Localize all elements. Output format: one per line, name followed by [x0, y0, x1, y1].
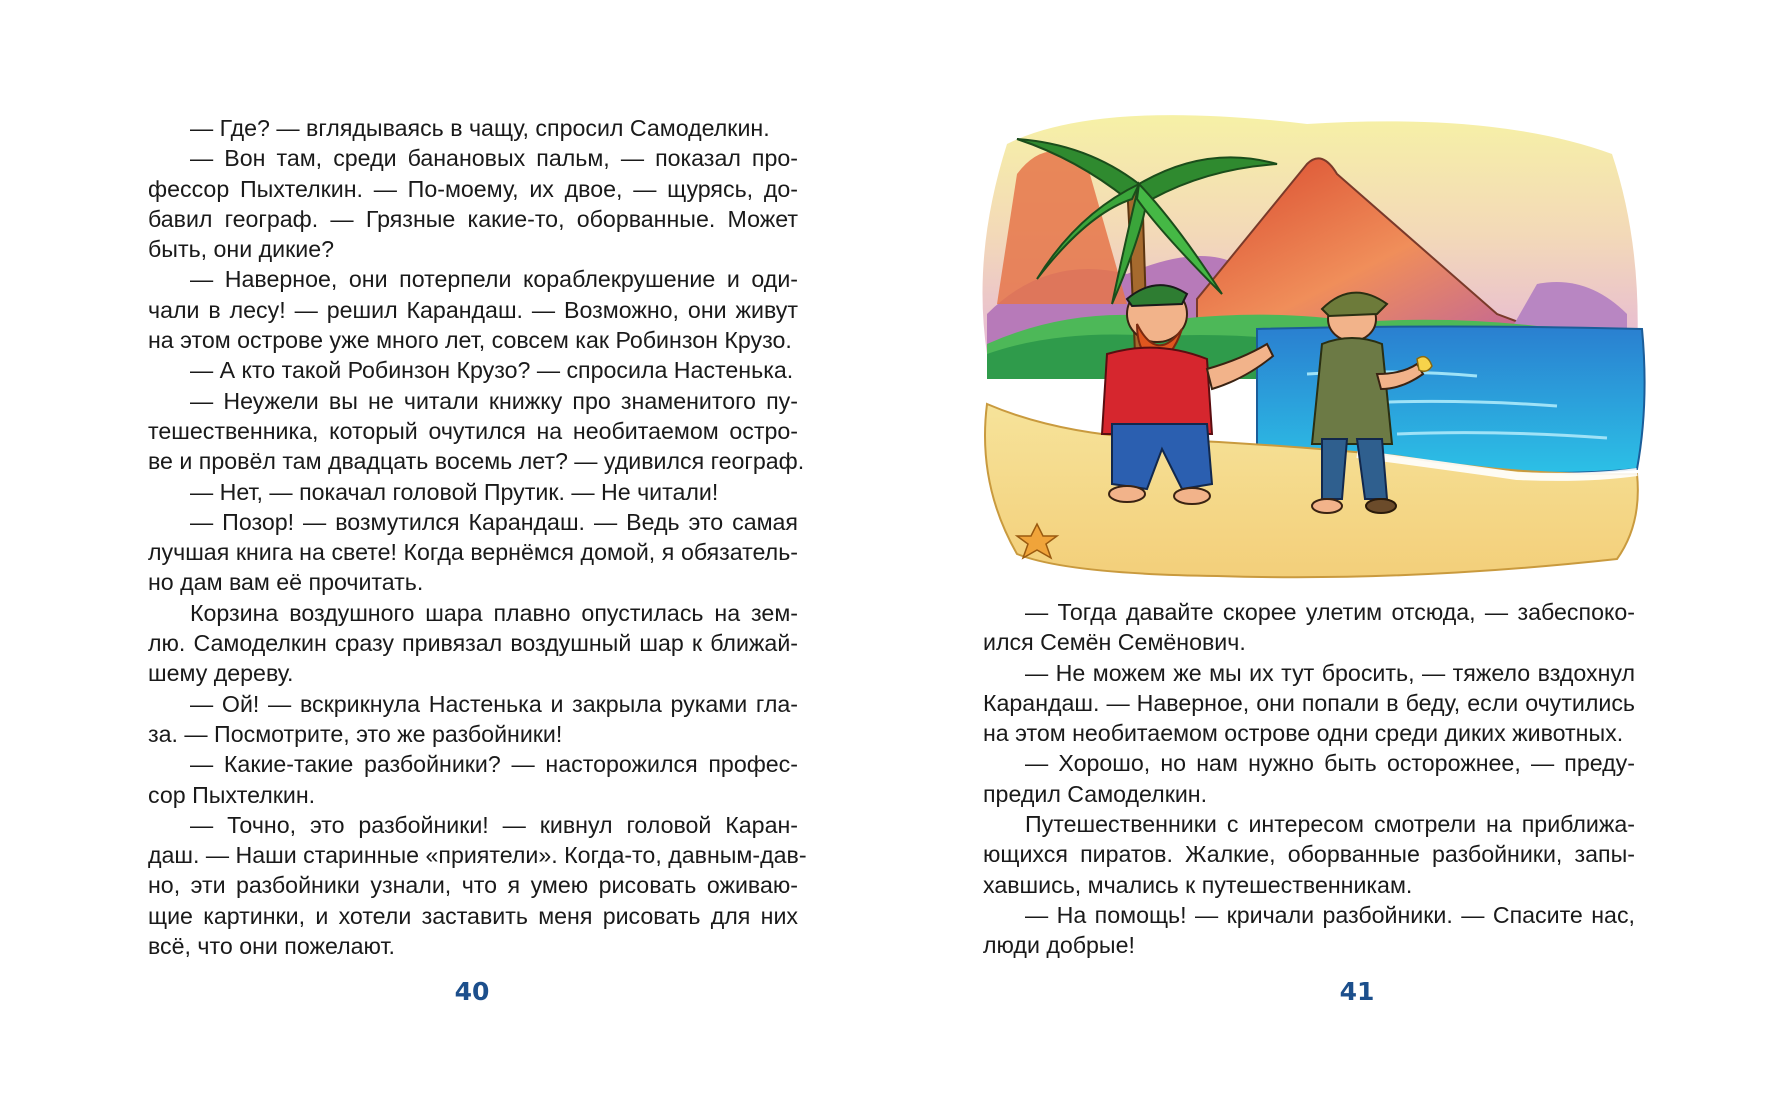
text-line: — Неужели вы не читали книжку про знаменитого пу- — [190, 387, 798, 414]
text-line: — Хорошо, но нам нужно быть осторожнее, — преду- — [1025, 750, 1635, 777]
text-line: — Нет, — покачал головой Прутик. — Не читали! — [190, 478, 719, 505]
text-line: — Вон там, среди банановых пальм, — показал про- — [190, 145, 798, 172]
text-line: предил Самоделкин. — [983, 780, 1208, 807]
text-line: но дам вам её прочитать. — [148, 569, 424, 596]
text-line: Карандаш. — Наверное, они попали в беду, если очутились — [983, 689, 1635, 716]
text-line: — На помощь! — кричали разбойники. — Спасите нас, — [1025, 901, 1635, 928]
text-line: — Где? — вглядываясь в чащу, спросил Самоделкин. — [190, 115, 770, 141]
page-number-right: 41 — [1339, 977, 1375, 1006]
text-line: лю. Самоделкин сразу привязал воздушный шар к ближай- — [148, 630, 798, 657]
text-line: бавил географ. — Грязные какие-то, оборванные. Может — [148, 205, 798, 232]
text-line: фессор Пыхтелкин. — По-моему, их двое, — щурясь, до- — [148, 175, 798, 202]
text-line: лучшая книга на свете! Когда вернёмся домой, я обязатель- — [148, 539, 798, 566]
text-line: — А кто такой Робинзон Крузо? — спросила Настенька. — [190, 357, 794, 384]
text-line: ился Семён Семёнович. — [983, 629, 1246, 656]
page-number-left: 40 — [454, 977, 490, 1006]
text-line: быть, они дикие? — [148, 236, 334, 263]
text-line: люди добрые! — [983, 932, 1135, 959]
text-line: — Позор! — возмутился Карандаш. — Ведь это самая — [190, 508, 798, 535]
text-line: — Ой! — вскрикнула Настенька и закрыла руками гла- — [190, 690, 798, 717]
right-page-text — [983, 597, 1635, 961]
text-line: — Тогда давайте скорее улетим отсюда, — забеспоко- — [1025, 599, 1635, 625]
text-line: но, эти разбойники узнали, что я умею рисовать оживаю- — [148, 872, 798, 899]
text-line: Корзина воздушного шара плавно опустилась на зем- — [190, 599, 798, 626]
text-line: — Точно, это разбойники! — кивнул головой Каран- — [190, 811, 798, 838]
pirates-beach-illustration — [977, 104, 1647, 582]
text-line: — Наверное, они потерпели кораблекрушение и оди- — [190, 266, 798, 293]
text-line: шему дереву. — [148, 660, 294, 687]
text-line: даш. — Наши старинные «приятели». Когда-то, давным-дав- — [148, 842, 807, 869]
text-line: на этом острове уже много лет, совсем как Робинзон Крузо. — [148, 327, 792, 354]
text-line: ве и провёл там двадцать восемь лет? — удивился географ. — [148, 448, 805, 475]
left-page-text — [148, 113, 807, 961]
text-line: Путешественники с интересом смотрели на приближа- — [1025, 811, 1635, 838]
right-page — [885, 0, 1770, 1104]
text-line: — Какие-такие разбойники? — насторожился профес- — [190, 751, 798, 778]
text-line: всё, что они пожелают. — [148, 933, 395, 960]
text-line: тешественника, который очутился на необитаемом остро- — [148, 417, 798, 444]
text-line: на этом необитаемом острове одни среди диких животных. — [983, 720, 1624, 747]
text-line: за. — Посмотрите, это же разбойники! — [148, 720, 563, 747]
text-line: сор Пыхтелкин. — [148, 781, 316, 808]
text-line: хавшись, мчались к путешественникам. — [983, 871, 1413, 898]
text-line: щие картинки, и хотели заставить меня рисовать для них — [148, 902, 798, 929]
text-line: — Не можем же мы их тут бросить, — тяжело вздохнул — [1025, 659, 1635, 686]
text-line: чали в лесу! — решил Карандаш. — Возможно, они живут — [148, 296, 798, 323]
text-line: ющихся пиратов. Жалкие, оборванные разбойники, запы- — [983, 841, 1635, 868]
